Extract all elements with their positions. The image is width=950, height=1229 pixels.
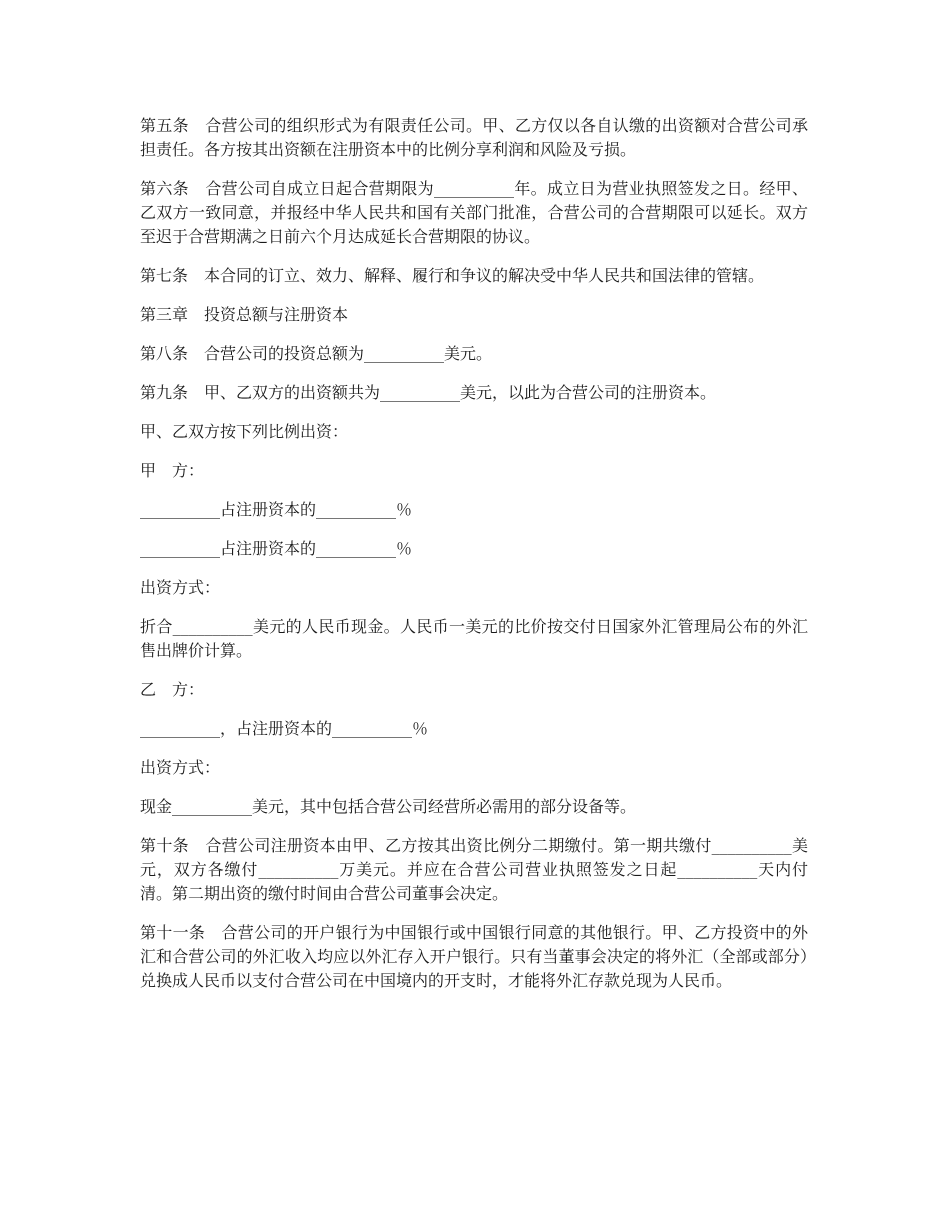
article-6: 第六条 合营公司自成立日起合营期限为__________年。成立日为营业执照签发之日。经甲、乙双方一致同意，并报经中华人民共和国有关部门批准，合营公司的合营期限可以延长。双方至迟于合营期满之日前六个月达成延长合营期限的协议。 [140, 179, 808, 246]
party-b-method: 现金__________美元，其中包括合营公司经营所必需用的部分设备等。 [140, 797, 637, 816]
article-11: 第十一条 合营公司的开户银行为中国银行或中国银行同意的其他银行。甲、乙方投资中的外汇和合营公司的外汇收入均应以外汇存入开户银行。只有当董事会决定的将外汇（全部或部分）兑换成人民币以支付合营公司在中国境内的开支时，才能将外汇存款兑现为人民币。 [140, 923, 808, 990]
article-9: 第九条 甲、乙双方的出资额共为__________美元，以此为合营公司的注册资本。 [140, 383, 717, 402]
party-b-label: 乙 方： [140, 680, 205, 699]
article-5: 第五条 合营公司的组织形式为有限责任公司。甲、乙方仅以各自认缴的出资额对合营公司承担责任。各方按其出资额在注册资本中的比例分享利润和风险及亏损。 [140, 116, 808, 159]
article-10: 第十条 合营公司注册资本由甲、乙方按其出资比例分二期缴付。第一期共缴付__________美元，双方各缴付__________万美元。并应在合营公司营业执照签发之日起__________天内付清。第二期出资的缴付时间由合营公司董事会决定。 [140, 836, 808, 903]
article-8: 第八条 合营公司的投资总额为__________美元。 [140, 344, 493, 363]
party-a-label: 甲 方： [140, 461, 205, 480]
party-a-share-2: __________占注册资本的__________％ [140, 539, 413, 558]
party-a-method-label: 出资方式： [140, 578, 221, 597]
document-page [140, 114, 808, 1008]
party-a-method: 折合__________美元的人民币现金。人民币一美元的比价按交付日国家外汇管理局公布的外汇售出牌价计算。 [140, 617, 808, 660]
contribution-ratio-intro: 甲、乙双方按下列比例出资： [140, 422, 349, 441]
article-7: 第七条 本合同的订立、效力、解释、履行和争议的解决受中华人民共和国法律的管辖。 [140, 266, 765, 285]
chapter-3-heading: 第三章 投资总额与注册资本 [140, 305, 349, 324]
party-b-method-label: 出资方式： [140, 758, 221, 777]
party-a-share-1: __________占注册资本的__________％ [140, 500, 413, 519]
party-b-share: __________，占注册资本的__________％ [140, 719, 429, 738]
